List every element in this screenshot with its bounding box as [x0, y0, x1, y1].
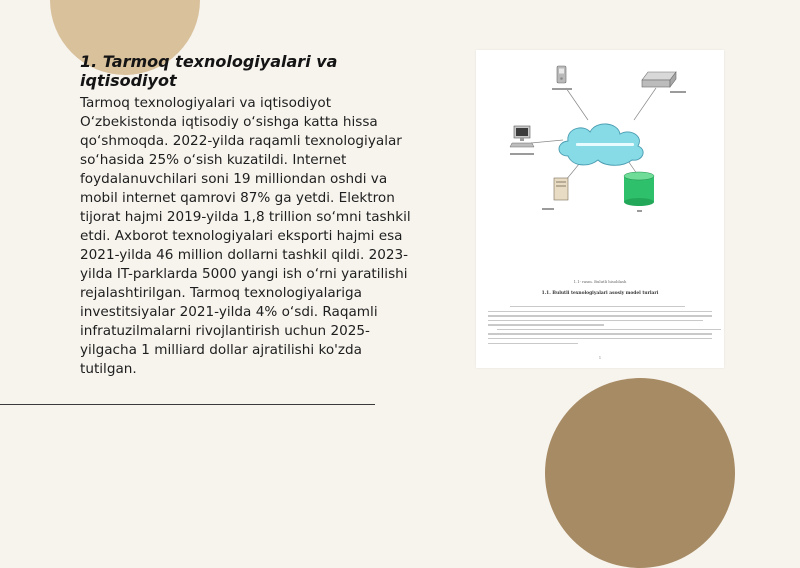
slide-title: 1. Tarmoq texnologiyalari va iqtisodiyot: [80, 52, 338, 90]
computer-icon: [510, 126, 534, 155]
cloud-network-diagram: [476, 50, 724, 275]
cloud-icon: [559, 124, 643, 165]
figure-caption: 1.1- rasm. Bulutli hisoblash: [573, 279, 627, 284]
decorative-circle-bottom: [545, 378, 735, 568]
document-subheading: 1.1. Bulutli texnologiyalari asosiy model turlari: [541, 291, 659, 296]
page-number: 1: [598, 356, 602, 360]
slide-body-text: Tarmoq texnologiyalari va iqtisodiyot O‘zbekistonda iqtisodiy o‘sishga katta hissa qo‘shmoqda. 2022-yilda raqamli texnologiyalar so‘hasida 25% o‘sish kuzatildi. Internet foydalanuvchilari soni 19 milliondan oshdi va mobil internet qamrovi 87% ga yetdi. Elektron tijorat hajmi 2019-yilda 1,8 trillion so‘mni tashkil etdi. Axborot texnologiyalari eksporti hajmi esa 2021-yilda 46 million dollarni tashkil qildi. 2023-yilda IT-parklarda 5000 yangi ish o‘rni yaratilishi rejalashtirilgan. Tarmoq texnologiyalariga investitsiyalar 2021-yilda 4% o‘sdi. Raqamli infratuzilmalarni rivojlantirish uchun 2025-yilgacha 1 milliard dollar ajratilishi ko'zda tutilgan.: [80, 95, 411, 377]
router-icon: [642, 72, 686, 93]
mobile-phone-icon: [552, 66, 572, 90]
database-icon: [624, 172, 654, 212]
document-image: [476, 50, 724, 368]
document-paragraph-lines: [488, 306, 712, 347]
server-icon: [542, 178, 568, 210]
divider-line: [0, 404, 375, 405]
